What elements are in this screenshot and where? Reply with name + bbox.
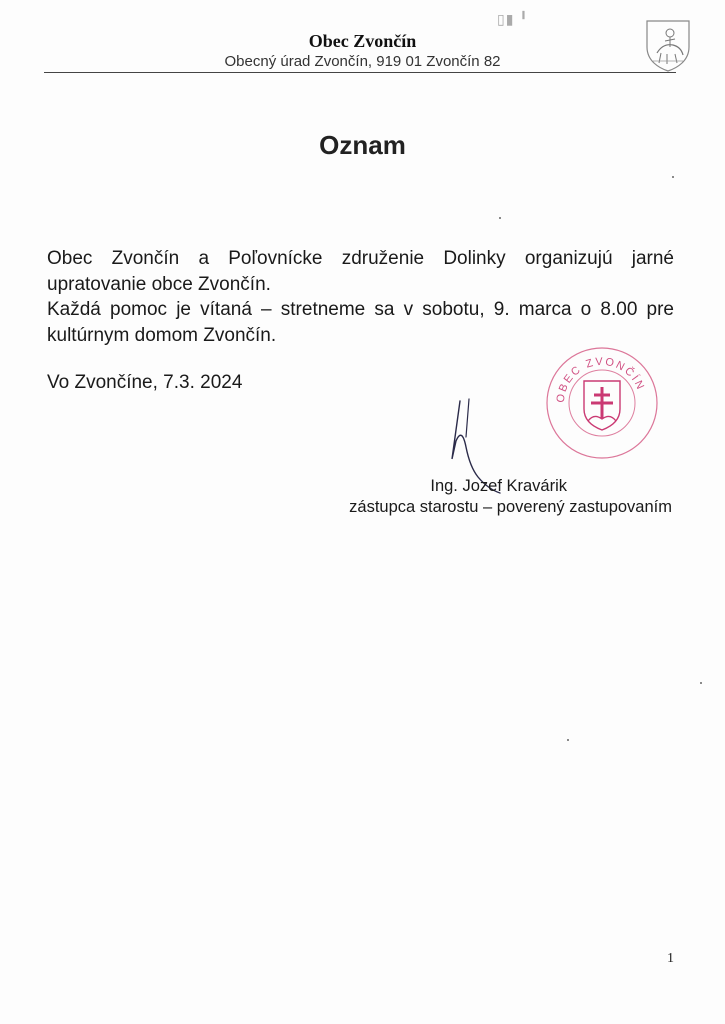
municipality-name: Obec Zvončín [308,31,417,51]
scan-speck [499,217,501,219]
scan-speck [672,176,674,178]
document-title: Oznam [319,130,406,160]
place-and-date: Vo Zvončíne, 7.3. 2024 [47,372,243,393]
scan-speck [567,739,569,741]
announcement-paragraph-1: Obec Zvončín a Poľovnícke združenie Dolinky organizujú jarné upratovanie obce Zvončín. [47,248,674,295]
announcement-paragraph-2: Každá pomoc je vítaná – stretneme sa v sobotu, 9. marca o 8.00 pre kultúrnym domom Zvončín. [47,299,674,346]
page-number: 1 [667,951,674,966]
scan-speck [700,682,702,684]
scan-mark: ▯▮ ╹ [497,11,529,27]
office-address: Obecný úrad Zvončín, 919 01 Zvončín 82 [224,53,501,70]
signatory-name: Ing. Jozef Kravárik [430,477,567,495]
municipal-coat-of-arms-icon [643,17,693,73]
official-stamp [544,345,660,461]
slovak-coat-of-arms-icon [584,381,620,430]
stamp-text: OBEC ZVONČÍN [554,355,647,404]
signatory-role: zástupca starostu – poverený zastupovaním [349,498,672,516]
header-divider [44,72,676,73]
